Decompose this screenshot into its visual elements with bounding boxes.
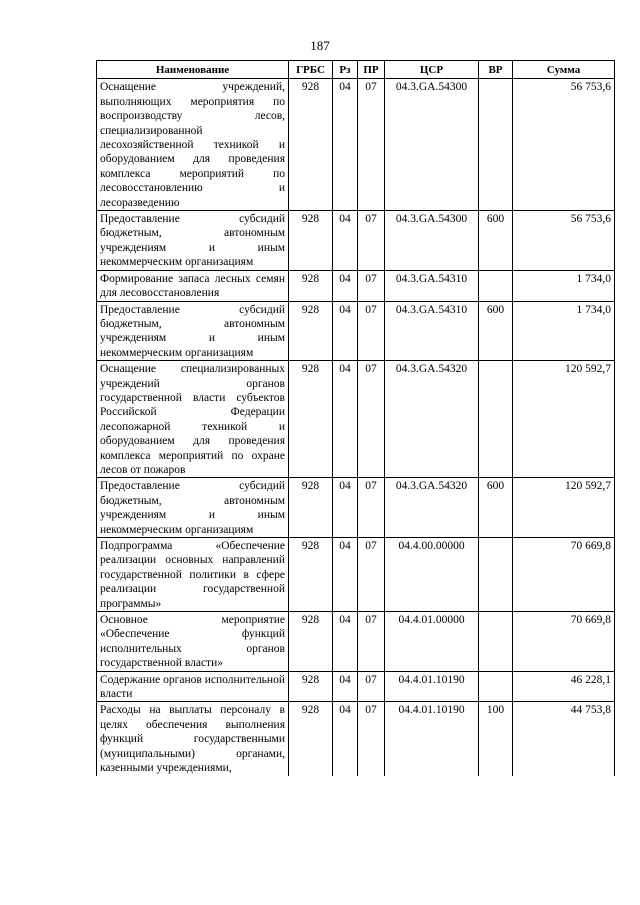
cell-name: Содержание органов исполнительной власти [97, 671, 289, 702]
cell-grbs: 928 [289, 612, 333, 672]
cell-sum: 70 669,8 [513, 538, 615, 612]
header-vr: ВР [479, 61, 513, 79]
cell-csr: 04.3.GA.54320 [385, 478, 479, 538]
cell-pr: 07 [358, 270, 385, 301]
cell-rz: 04 [333, 301, 358, 361]
cell-pr: 07 [358, 301, 385, 361]
cell-rz: 04 [333, 612, 358, 672]
cell-csr: 04.4.00.00000 [385, 538, 479, 612]
cell-csr: 04.4.01.10190 [385, 702, 479, 776]
table-row [97, 301, 615, 361]
cell-grbs: 928 [289, 538, 333, 612]
cell-rz: 04 [333, 538, 358, 612]
cell-rz: 04 [333, 270, 358, 301]
cell-rz: 04 [333, 702, 358, 776]
table-row [97, 702, 615, 776]
cell-rz: 04 [333, 79, 358, 211]
cell-grbs: 928 [289, 478, 333, 538]
page-number: 187 [310, 38, 330, 53]
header-csr: ЦСР [385, 61, 479, 79]
cell-csr: 04.3.GA.54300 [385, 211, 479, 271]
cell-sum: 70 669,8 [513, 612, 615, 672]
cell-sum: 56 753,6 [513, 211, 615, 271]
cell-vr [479, 361, 513, 478]
cell-csr: 04.4.01.10190 [385, 671, 479, 702]
header-pr: ПР [358, 61, 385, 79]
header-name: Наименование [97, 61, 289, 79]
cell-name: Предоставление субсидий бюджетным, автономным учреждениям и иным некоммерческим организациям [97, 478, 289, 538]
cell-pr: 07 [358, 478, 385, 538]
cell-sum: 44 753,8 [513, 702, 615, 776]
cell-pr: 07 [358, 361, 385, 478]
cell-name: Предоставление субсидий бюджетным, автономным учреждениям и иным некоммерческим организациям [97, 211, 289, 271]
cell-rz: 04 [333, 478, 358, 538]
budget-table [96, 60, 615, 776]
table-row [97, 612, 615, 672]
cell-vr [479, 612, 513, 672]
cell-csr: 04.3.GA.54320 [385, 361, 479, 478]
header-grbs: ГРБС [289, 61, 333, 79]
cell-vr: 100 [479, 702, 513, 776]
table-row [97, 671, 615, 702]
header-rz: Рз [333, 61, 358, 79]
cell-vr [479, 270, 513, 301]
cell-csr: 04.4.01.00000 [385, 612, 479, 672]
cell-sum: 120 592,7 [513, 478, 615, 538]
cell-grbs: 928 [289, 270, 333, 301]
cell-grbs: 928 [289, 79, 333, 211]
cell-pr: 07 [358, 702, 385, 776]
table-row [97, 211, 615, 271]
cell-name: Подпрограмма «Обеспечение реализации основных направлений государственной политики в сфере реализации государственной программы» [97, 538, 289, 612]
header-sum: Сумма [513, 61, 615, 79]
table-row [97, 538, 615, 612]
cell-pr: 07 [358, 79, 385, 211]
cell-name: Формирование запаса лесных семян для лесовосстановления [97, 270, 289, 301]
cell-sum: 120 592,7 [513, 361, 615, 478]
cell-sum: 56 753,6 [513, 79, 615, 211]
cell-pr: 07 [358, 211, 385, 271]
cell-vr [479, 671, 513, 702]
table-row [97, 361, 615, 478]
cell-grbs: 928 [289, 702, 333, 776]
table-row [97, 478, 615, 538]
cell-name: Расходы на выплаты персоналу в целях обеспечения выполнения функций государственными (муниципальными) органами, казенными учреждениями, [97, 702, 289, 776]
table-header-row [97, 61, 615, 79]
cell-rz: 04 [333, 671, 358, 702]
cell-name: Оснащение специализированных учреждений органов государственной власти субъектов Российской Федерации лесопожарной техникой и оборудованием для проведения комплекса мероприятий по охране лесов от пожаров [97, 361, 289, 478]
cell-name: Оснащение учреждений, выполняющих мероприятия по воспроизводству лесов, специализированной лесохозяйственной техникой и оборудованием для проведения комплекса мероприятий по лесовосстановлению и лесоразведению [97, 79, 289, 211]
cell-csr: 04.3.GA.54300 [385, 79, 479, 211]
cell-pr: 07 [358, 671, 385, 702]
cell-pr: 07 [358, 538, 385, 612]
cell-csr: 04.3.GA.54310 [385, 270, 479, 301]
cell-grbs: 928 [289, 211, 333, 271]
cell-vr [479, 538, 513, 612]
cell-vr: 600 [479, 478, 513, 538]
cell-grbs: 928 [289, 361, 333, 478]
cell-vr: 600 [479, 301, 513, 361]
cell-grbs: 928 [289, 671, 333, 702]
cell-rz: 04 [333, 361, 358, 478]
cell-name: Предоставление субсидий бюджетным, автономным учреждениям и иным некоммерческим организациям [97, 301, 289, 361]
table-row [97, 79, 615, 211]
table-row [97, 270, 615, 301]
cell-vr [479, 79, 513, 211]
cell-rz: 04 [333, 211, 358, 271]
cell-sum: 1 734,0 [513, 270, 615, 301]
cell-pr: 07 [358, 612, 385, 672]
cell-csr: 04.3.GA.54310 [385, 301, 479, 361]
cell-grbs: 928 [289, 301, 333, 361]
cell-sum: 46 228,1 [513, 671, 615, 702]
cell-vr: 600 [479, 211, 513, 271]
cell-name: Основное мероприятие «Обеспечение функций исполнительных органов государственной власти» [97, 612, 289, 672]
cell-sum: 1 734,0 [513, 301, 615, 361]
